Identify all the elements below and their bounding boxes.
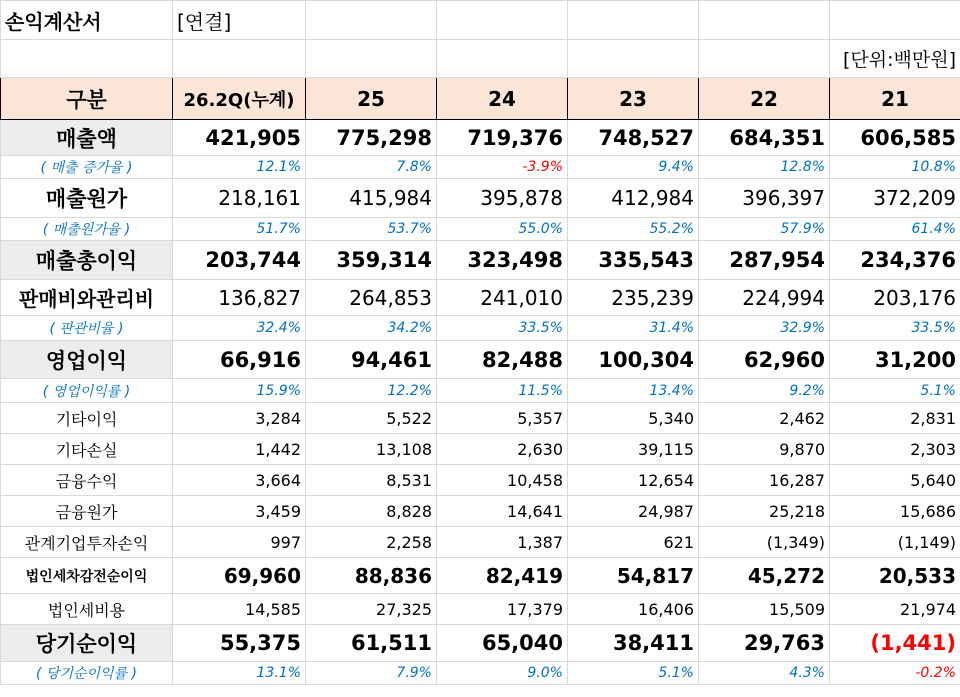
cell-value: 241,010 xyxy=(437,280,568,316)
table-row xyxy=(1,662,960,685)
cell-value: 55.2% xyxy=(568,218,699,241)
header-period: 26.2Q(누계) xyxy=(173,78,306,120)
table-row xyxy=(1,379,960,403)
cell-value: 61.4% xyxy=(830,218,960,241)
cell-value: 57.9% xyxy=(699,218,830,241)
cell-value: 3,459 xyxy=(173,496,306,527)
cell-value: 412,984 xyxy=(568,179,699,218)
cell-value: 748,527 xyxy=(568,120,699,156)
header-period: 21 xyxy=(830,78,960,120)
sheet-title: 손익계산서 xyxy=(1,1,173,40)
row-label: 기타손실 xyxy=(1,434,173,465)
cell-value: 136,827 xyxy=(173,280,306,316)
cell-value: 10,458 xyxy=(437,465,568,496)
table-row xyxy=(1,120,960,156)
cell-value: 88,836 xyxy=(306,558,437,594)
cell-value: (1,149) xyxy=(830,527,960,558)
cell-value: 34.2% xyxy=(306,316,437,341)
table-row xyxy=(1,594,960,625)
table-row xyxy=(1,341,960,379)
cell-value: 13.4% xyxy=(568,379,699,403)
cell-value: 29,763 xyxy=(699,625,830,662)
table-row xyxy=(1,156,960,179)
cell-value: 5,340 xyxy=(568,403,699,434)
cell-value: 264,853 xyxy=(306,280,437,316)
cell-value: 5,640 xyxy=(830,465,960,496)
header-label: 구분 xyxy=(1,78,173,120)
cell-value: 25,218 xyxy=(699,496,830,527)
cell-value: 395,878 xyxy=(437,179,568,218)
cell-value: 39,115 xyxy=(568,434,699,465)
cell-value: 82,419 xyxy=(437,558,568,594)
cell-value: 8,531 xyxy=(306,465,437,496)
row-label: 기타이익 xyxy=(1,403,173,434)
header-period: 22 xyxy=(699,78,830,120)
cell-value: 33.5% xyxy=(437,316,568,341)
unit-label: [단위:백만원] xyxy=(830,40,960,78)
cell-value: 61,511 xyxy=(306,625,437,662)
row-label: 법인세비용 xyxy=(1,594,173,625)
cell-value: 5,357 xyxy=(437,403,568,434)
cell-value: 27,325 xyxy=(306,594,437,625)
cell-value: 335,543 xyxy=(568,241,699,280)
cell-value: 53.7% xyxy=(306,218,437,241)
cell-value: 15,509 xyxy=(699,594,830,625)
cell-value: 421,905 xyxy=(173,120,306,156)
cell-value: 2,630 xyxy=(437,434,568,465)
row-label: 영업이익 xyxy=(1,341,173,379)
cell-value: 2,303 xyxy=(830,434,960,465)
table-row xyxy=(1,316,960,341)
row-label: 금융수익 xyxy=(1,465,173,496)
table-row xyxy=(1,280,960,316)
cell-value: 15,686 xyxy=(830,496,960,527)
cell-value: 94,461 xyxy=(306,341,437,379)
cell-value: 203,176 xyxy=(830,280,960,316)
cell-value: 3,664 xyxy=(173,465,306,496)
cell-value: 2,462 xyxy=(699,403,830,434)
cell-value: 775,298 xyxy=(306,120,437,156)
header-period: 24 xyxy=(437,78,568,120)
cell-value: 997 xyxy=(173,527,306,558)
cell-value: 9.4% xyxy=(568,156,699,179)
cell-value: 65,040 xyxy=(437,625,568,662)
cell-value: 7.9% xyxy=(306,662,437,685)
row-label: 매출액 xyxy=(1,120,173,156)
cell-value: 372,209 xyxy=(830,179,960,218)
cell-value: 11.5% xyxy=(437,379,568,403)
cell-value: 9.2% xyxy=(699,379,830,403)
cell-value: 2,831 xyxy=(830,403,960,434)
cell-value: 45,272 xyxy=(699,558,830,594)
cell-value: 12.8% xyxy=(699,156,830,179)
cell-value: 82,488 xyxy=(437,341,568,379)
table-row xyxy=(1,218,960,241)
cell-value: 684,351 xyxy=(699,120,830,156)
cell-value: 21,974 xyxy=(830,594,960,625)
cell-value: 100,304 xyxy=(568,341,699,379)
cell-value: -0.2% xyxy=(830,662,960,685)
cell-value: 17,379 xyxy=(437,594,568,625)
row-label: 관계기업투자손익 xyxy=(1,527,173,558)
cell-value: 51.7% xyxy=(173,218,306,241)
row-label: 매출총이익 xyxy=(1,241,173,280)
table-row xyxy=(1,465,960,496)
table-row xyxy=(1,403,960,434)
cell-value: 24,987 xyxy=(568,496,699,527)
table-row xyxy=(1,179,960,218)
cell-value: 9,870 xyxy=(699,434,830,465)
cell-value: 5.1% xyxy=(830,379,960,403)
cell-value: 621 xyxy=(568,527,699,558)
cell-value: 1,387 xyxy=(437,527,568,558)
cell-value: 3,284 xyxy=(173,403,306,434)
basis-label: [연결] xyxy=(173,1,306,40)
table-row xyxy=(1,625,960,662)
cell-value: 10.8% xyxy=(830,156,960,179)
cell-value: 69,960 xyxy=(173,558,306,594)
row-label: ( 매출원가율 ) xyxy=(1,218,173,241)
cell-value: 32.9% xyxy=(699,316,830,341)
cell-value: 5.1% xyxy=(568,662,699,685)
row-label: 매출원가 xyxy=(1,179,173,218)
row-label: ( 판관비율 ) xyxy=(1,316,173,341)
cell-value: 224,994 xyxy=(699,280,830,316)
cell-value: 33.5% xyxy=(830,316,960,341)
cell-value: 55,375 xyxy=(173,625,306,662)
cell-value: 12.1% xyxy=(173,156,306,179)
cell-value: 13,108 xyxy=(306,434,437,465)
title-row xyxy=(1,1,960,40)
cell-value: 31.4% xyxy=(568,316,699,341)
cell-value: 4.3% xyxy=(699,662,830,685)
cell-value: (1,349) xyxy=(699,527,830,558)
cell-value: 62,960 xyxy=(699,341,830,379)
row-label: ( 영업이익률 ) xyxy=(1,379,173,403)
row-label: 당기순이익 xyxy=(1,625,173,662)
cell-value: 12.2% xyxy=(306,379,437,403)
unit-row xyxy=(1,40,960,78)
cell-value: 54,817 xyxy=(568,558,699,594)
cell-value: 9.0% xyxy=(437,662,568,685)
table-row xyxy=(1,558,960,594)
cell-value: 13.1% xyxy=(173,662,306,685)
table-row xyxy=(1,434,960,465)
cell-value: 719,376 xyxy=(437,120,568,156)
cell-value: 218,161 xyxy=(173,179,306,218)
cell-value: 5,522 xyxy=(306,403,437,434)
cell-value: 606,585 xyxy=(830,120,960,156)
cell-value: 14,641 xyxy=(437,496,568,527)
cell-value: 235,239 xyxy=(568,280,699,316)
cell-value: 8,828 xyxy=(306,496,437,527)
cell-value: 14,585 xyxy=(173,594,306,625)
cell-value: -3.9% xyxy=(437,156,568,179)
cell-value: 55.0% xyxy=(437,218,568,241)
cell-value: 234,376 xyxy=(830,241,960,280)
row-label: ( 매출 증가율 ) xyxy=(1,156,173,179)
cell-value: (1,441) xyxy=(830,625,960,662)
cell-value: 16,287 xyxy=(699,465,830,496)
cell-value: 20,533 xyxy=(830,558,960,594)
cell-value: 38,411 xyxy=(568,625,699,662)
cell-value: 31,200 xyxy=(830,341,960,379)
table-row xyxy=(1,496,960,527)
header-row xyxy=(1,78,960,120)
cell-value: 32.4% xyxy=(173,316,306,341)
table-row xyxy=(1,241,960,280)
cell-value: 323,498 xyxy=(437,241,568,280)
cell-value: 359,314 xyxy=(306,241,437,280)
cell-value: 12,654 xyxy=(568,465,699,496)
header-period: 23 xyxy=(568,78,699,120)
row-label: ( 당기순이익률 ) xyxy=(1,662,173,685)
cell-value: 15.9% xyxy=(173,379,306,403)
cell-value: 1,442 xyxy=(173,434,306,465)
cell-value: 396,397 xyxy=(699,179,830,218)
cell-value: 203,744 xyxy=(173,241,306,280)
row-label: 법인세차감전순이익 xyxy=(1,558,173,594)
cell-value: 16,406 xyxy=(568,594,699,625)
row-label: 금융원가 xyxy=(1,496,173,527)
cell-value: 2,258 xyxy=(306,527,437,558)
table-row xyxy=(1,527,960,558)
cell-value: 66,916 xyxy=(173,341,306,379)
cell-value: 7.8% xyxy=(306,156,437,179)
cell-value: 415,984 xyxy=(306,179,437,218)
header-period: 25 xyxy=(306,78,437,120)
cell-value: 287,954 xyxy=(699,241,830,280)
row-label: 판매비와관리비 xyxy=(1,280,173,316)
